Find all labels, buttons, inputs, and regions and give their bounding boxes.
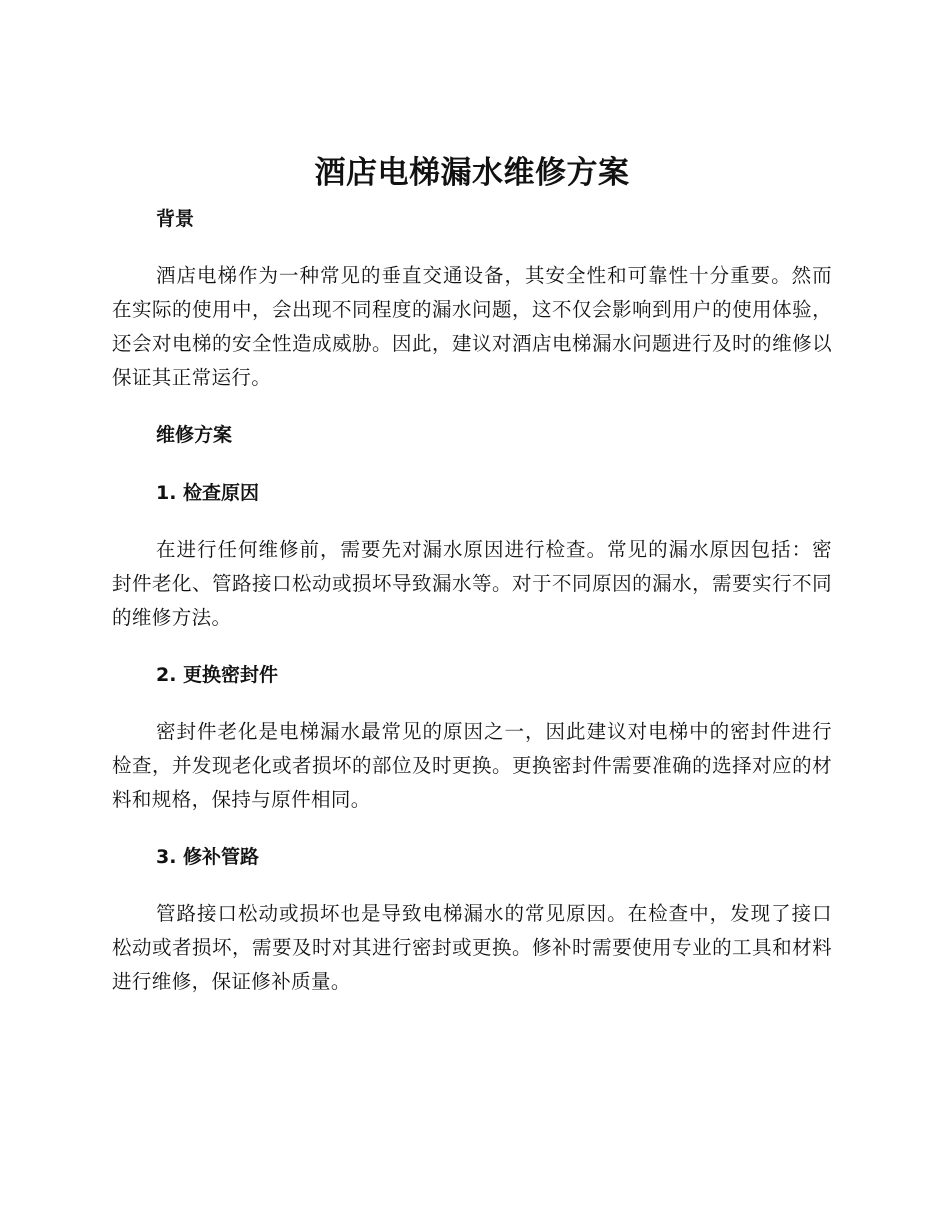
step2-paragraph: 密封件老化是电梯漏水最常见的原因之一，因此建议对电梯中的密封件进行检查，并发现老化或者损坏的部位及时更换。更换密封件需要准确的选择对应的材料和规格，保持与原件相同。: [112, 720, 832, 811]
step3-heading: 3. 修补管路: [156, 846, 260, 868]
document-title: 酒店电梯漏水维修方案: [314, 155, 630, 191]
step1-paragraph: 在进行任何维修前，需要先对漏水原因进行检查。常见的漏水原因包括：密封件老化、管路接口松动或损坏导致漏水等。对于不同原因的漏水，需要实行不同的维修方法。: [112, 538, 832, 629]
repair-plan-heading: 维修方案: [156, 424, 233, 446]
document-page: [112, 150, 832, 999]
step3-paragraph: 管路接口松动或损坏也是导致电梯漏水的常见原因。在检查中，发现了接口松动或者损坏，需要及时对其进行密封或更换。修补时需要使用专业的工具和材料进行维修，保证修补质量。: [112, 902, 832, 993]
step2-heading: 2. 更换密封件: [156, 664, 279, 686]
background-paragraph: 酒店电梯作为一种常见的垂直交通设备，其安全性和可靠性十分重要。然而在实际的使用中，会出现不同程度的漏水问题，这不仅会影响到用户的使用体验，还会对电梯的安全性造成威胁。因此，建议对酒店电梯漏水问题进行及时的维修以保证其正常运行。: [112, 264, 832, 389]
background-heading: 背景: [156, 208, 195, 230]
step1-heading: 1. 检查原因: [156, 482, 260, 504]
